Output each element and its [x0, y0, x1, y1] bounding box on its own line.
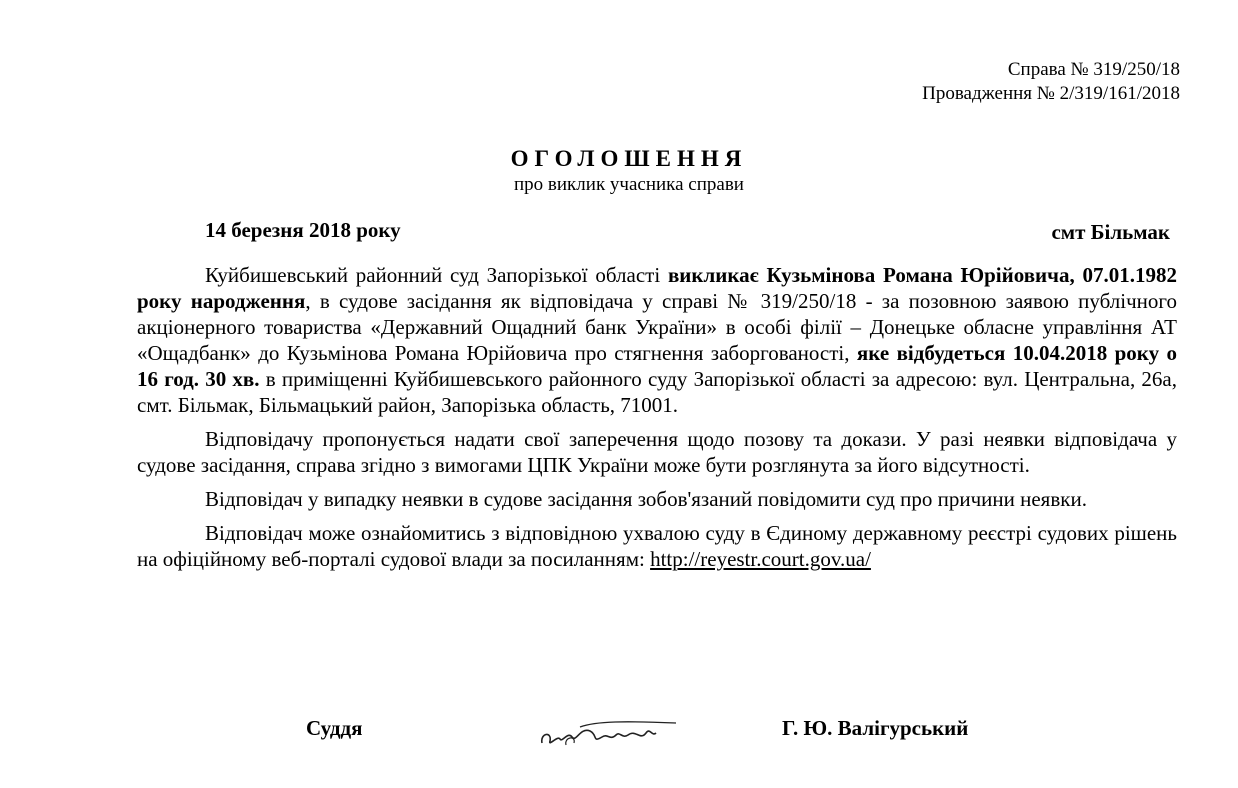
- title-block: [0, 145, 1238, 197]
- document-date: 14 березня 2018 року: [205, 218, 401, 242]
- summons-text-3: в приміщенні Куйбишевського районного суду Запорізької області за адресою: вул. Центральна, 26а, смт. Більмак, Більмацький район, Запорізька область, 71001.: [137, 367, 1177, 417]
- summons-person: викликає Кузьмінова Романа Юрійовича, 07.01.1982 року народження: [137, 263, 1177, 313]
- document-title: ОГОЛОШЕННЯ: [510, 146, 748, 171]
- summons-text-2: , в судове засідання як відповідача у справі № 319/250/18 - за позовною заявою публічного акціонерного товариства «Державний Ощадний банк України» в особі філії – Донецьке обласне управління АТ «Ощадбанк» до Кузьмінова Романа Юрійовича про стягнення заборгованості,: [137, 289, 1177, 365]
- handwritten-signature: [536, 713, 686, 758]
- document-subtitle: про виклик учасника справи: [514, 174, 744, 195]
- case-reference: [922, 58, 1180, 106]
- judge-name: Г. Ю. Валігурський: [782, 716, 969, 740]
- summons-text-1: Куйбишевський районний суд Запорізької області: [205, 263, 668, 287]
- paragraph-summons: [137, 262, 1177, 418]
- paragraph-registry: [137, 520, 1177, 572]
- proceeding-number: Провадження № 2/319/161/2018: [922, 83, 1180, 104]
- judge-label: Суддя: [306, 716, 363, 740]
- announcement-body: [137, 262, 1177, 580]
- document-place: смт Більмак: [1051, 220, 1170, 244]
- paragraph-absence: Відповідач у випадку неявки в судове засідання зобов'язаний повідомити суд про причини неявки.: [205, 487, 1087, 511]
- hearing-datetime: яке відбудеться 10.04.2018 року о 16 год. 30 хв.: [137, 341, 1177, 391]
- signature-row: [0, 713, 1238, 753]
- registry-link[interactable]: http://reyestr.court.gov.ua/: [650, 547, 871, 571]
- case-number: Справа № 319/250/18: [1007, 59, 1180, 80]
- registry-text: Відповідач може ознайомитись з відповідною ухвалою суду в Єдиному державному реєстрі судових рішень на офіційному веб-порталі судової влади за посиланням:: [137, 521, 1177, 571]
- paragraph-objections: Відповідачу пропонується надати свої заперечення щодо позову та докази. У разі неявки відповідача у судове засідання, справа згідно з вимогами ЦПК України може бути розглянута за його відсутності.: [137, 427, 1177, 477]
